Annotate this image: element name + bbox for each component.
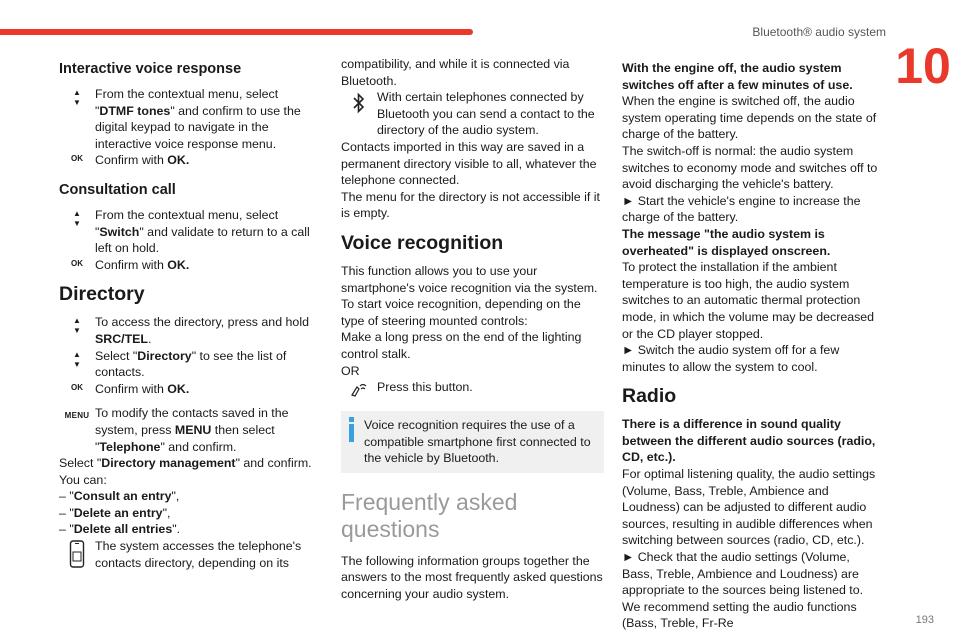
vr-text-1: This function allows you to use your smartphone's voice recognition via the system.	[341, 263, 598, 295]
dir-select-text: Select "	[95, 348, 138, 363]
you-can: You can:	[59, 472, 107, 487]
chapter-number: 10	[895, 38, 951, 94]
modify-step	[59, 405, 318, 455]
radio-check: ► Check that the audio settings (Volume, Bass, Treble, Ambience and Loudness) are appropriate to the sources being listened to. We recommend setting the audio functions (Bass, Treble, Fr-Re	[622, 550, 864, 631]
ok-icon: OK	[71, 382, 83, 392]
select-dm-text: Select "	[59, 456, 102, 471]
phone-access	[59, 538, 318, 571]
confirm-ok: OK.	[167, 257, 190, 272]
opt1-prefix: – "	[59, 489, 74, 504]
ivr-text-end: " and confirm to use the digital keypad to navigate in the interactive voice response menu.	[95, 103, 301, 151]
confirm-text: Confirm with	[95, 381, 168, 396]
menu-icon: MENU	[64, 411, 90, 421]
ivr-confirm	[59, 152, 318, 169]
vr-press	[341, 379, 604, 399]
vr-text-3: Make a long press on the end of the lighting control stalk.	[341, 330, 582, 361]
compat-text: compatibility, and while it is connected via Bluetooth.	[341, 57, 570, 88]
faq-text: The following information groups together the answers to the most frequently asked questions concerning your audio system.	[341, 553, 603, 602]
select-dm-bold: Directory management	[101, 456, 236, 471]
confirm-text: Confirm with	[95, 257, 168, 272]
dir-access	[59, 314, 318, 347]
ivr-text: From the contextual menu, select "	[95, 87, 279, 118]
consult-text-end: " and validate to return to a call left on hold.	[95, 224, 310, 256]
opt-delete-entry: Delete an entry	[73, 505, 163, 520]
modify-menu: MENU	[174, 422, 212, 437]
select-dm-end: " and confirm.	[235, 456, 312, 471]
faq-heading: Frequently asked questions	[341, 488, 518, 542]
modify-telephone: Telephone	[99, 439, 161, 454]
consult-text: From the contextual menu, select "	[95, 207, 279, 239]
directory-heading: Directory	[59, 283, 145, 306]
confirm-text: Confirm with	[95, 153, 168, 168]
switch-off-normal: The switch-off is normal: the audio system switches to economy mode and switches off to avoid discharging the vehicle's battery.	[622, 143, 878, 192]
opt2-prefix: – "	[59, 505, 74, 520]
consult-confirm	[59, 257, 318, 274]
ok-icon: OK	[71, 154, 83, 164]
info-box	[341, 411, 604, 473]
dir-access-text: To access the directory, press and hold	[95, 315, 309, 330]
opt2-suffix: ",	[162, 505, 171, 520]
imported-text: Contacts imported in this way are saved in a permanent directory visible to all, whatever the telephone connected.	[341, 139, 597, 188]
consult-step	[59, 207, 318, 257]
info-icon	[349, 417, 354, 467]
ivr-step	[59, 86, 318, 152]
up-down-arrows-icon: ▲ ▼	[73, 316, 81, 336]
column-3	[622, 60, 884, 632]
opt-consult-entry: Consult an entry	[73, 489, 172, 504]
ivr-heading: Interactive voice response	[59, 61, 242, 77]
vr-press-text: Press this button.	[377, 380, 473, 395]
vr-text-2: To start voice recognition, depending on the type of steering mounted controls:	[341, 297, 581, 328]
column-2	[341, 56, 604, 603]
bluetooth-icon	[341, 89, 377, 115]
opt-delete-all: Delete all entries	[73, 522, 173, 537]
dir-src-tel: SRC/TEL	[95, 331, 149, 346]
bt-send-text: With certain telephones connected by Bluetooth you can send a contact to the directory of the audio system.	[377, 90, 595, 138]
dir-select-end: " to see the list of contacts.	[95, 348, 287, 380]
column-1	[59, 56, 318, 571]
phone-access-text: The system accesses the telephone's contacts directory, depending on its	[95, 539, 302, 570]
consult-switch: Switch	[99, 224, 140, 239]
radio-heading: Radio	[622, 385, 677, 408]
ok-icon: OK	[71, 258, 83, 268]
dir-directory: Directory	[137, 348, 192, 363]
phone-icon	[59, 538, 95, 568]
radio-bold: There is a difference in sound quality between the different audio sources (radio, CD, etc.).	[622, 417, 876, 465]
voice-command-icon	[341, 379, 377, 399]
modify-text-2: then select "	[95, 422, 275, 454]
confirm-ok: OK.	[167, 153, 190, 168]
start-engine: ► Start the vehicle's engine to increase the charge of the battery.	[622, 193, 861, 225]
consult-heading: Consultation call	[59, 181, 176, 198]
switch-off-cool: ► Switch the audio system off for a few minutes to allow the system to cool.	[622, 343, 840, 374]
info-text: Voice recognition requires the use of a compatible smartphone first connected to the vehicle by Bluetooth.	[364, 418, 591, 466]
overheat-bold: The message "the audio system is overheated" is displayed onscreen.	[622, 226, 831, 258]
modify-text-end: " and confirm.	[160, 439, 237, 454]
top-accent-bar	[0, 29, 473, 35]
menu-na-text: The menu for the directory is not accessible if it is empty.	[341, 189, 600, 221]
radio-text: For optimal listening quality, the audio settings (Volume, Bass, Treble, Ambience and Loudness) can be adjusted to different audio sources, resulting in audible differences when switching between sources (radio, CD, etc.).	[622, 467, 876, 548]
opt1-suffix: ",	[171, 489, 180, 504]
running-head: Bluetooth® audio system	[752, 25, 886, 39]
modify-text: To modify the contacts saved in the system, press	[95, 406, 289, 437]
dir-access-end: .	[148, 331, 152, 346]
overheat-text: To protect the installation if the ambient temperature is too high, the audio system switches to an automatic thermal protection mode, in which the volume may be decreased or the CD player stopped.	[622, 260, 875, 341]
engine-off-bold: With the engine off, the audio system switches off after a few minutes of use.	[622, 61, 853, 92]
opt3-prefix: – "	[59, 522, 74, 537]
confirm-ok: OK.	[167, 381, 190, 396]
up-down-arrows-icon: ▲ ▼	[73, 208, 81, 228]
up-down-arrows-icon: ▲ ▼	[73, 88, 81, 107]
page-number: 193	[915, 614, 934, 626]
bt-send	[341, 89, 604, 139]
dir-select	[59, 348, 318, 381]
ivr-dtmf: DTMF tones	[99, 103, 171, 118]
engine-off-text: When the engine is switched off, the audio system operating time depends on the state of charge of the battery.	[622, 94, 877, 142]
up-down-arrows-icon: ▲ ▼	[73, 349, 81, 369]
dir-confirm	[59, 381, 318, 398]
opt3-suffix: ".	[172, 522, 181, 537]
voice-recognition-heading: Voice recognition	[341, 231, 504, 254]
chapter-tab	[886, 18, 960, 120]
vr-or: OR	[341, 363, 360, 378]
